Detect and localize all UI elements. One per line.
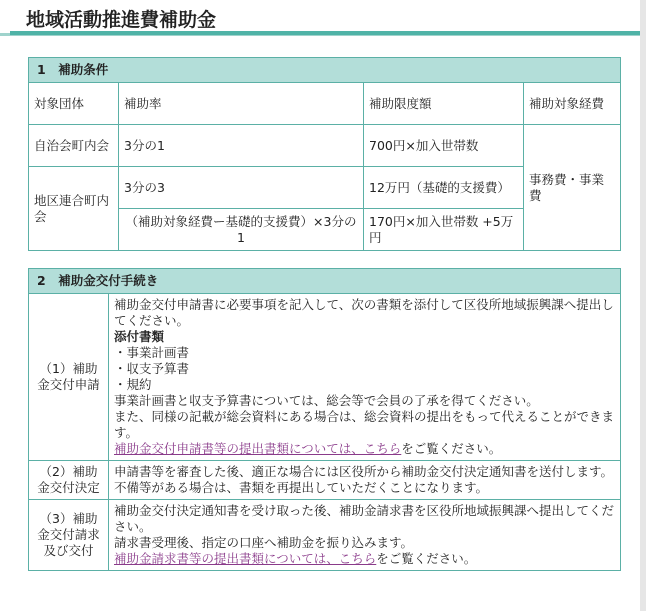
attachment-item: ・規約 [114,377,152,392]
step-link-line [114,551,615,567]
scrollbar-edge [640,0,646,611]
step-content [109,294,621,461]
conditions-heading: 1 補助条件 [29,58,621,83]
step-content [109,461,621,500]
page-title [0,0,640,36]
step-content [109,500,621,571]
step-text: また、同様の記載が総会資料にある場合は、総会資料の提出をもって代えることができます。 [114,409,615,440]
step-label: （1）補助金交付申請 [29,294,109,461]
attachment-item: ・収支予算書 [114,361,190,376]
step-text: 不備等がある場合は、書類を再提出していただくことになります。 [114,480,489,495]
conditions-table [28,57,621,251]
application-documents-link[interactable]: 補助金交付申請書等の提出書類については、こちら [114,441,402,456]
step-text: 申請書等を審査した後、適正な場合には区役所から補助金交付決定通知書を送付します。 [114,464,614,479]
procedure-heading: 2 補助金交付手続き [29,269,621,294]
page-title-text: 地域活動推進費補助金 [26,9,217,31]
procedure-table [28,268,621,571]
step-text: 請求書受理後、指定の口座へ補助金を振り込みます。 [114,535,414,550]
row-rate: （補助対象経費ー基礎的支援費）×3分の1 [119,209,364,251]
header-group: 対象団体 [29,83,119,125]
header-expense: 補助対象経費 [524,83,621,125]
step-label: （3）補助金交付請求及び交付 [29,500,109,571]
request-documents-link[interactable]: 補助金請求書等の提出書類については、こちら [114,551,377,566]
step-text: 事業計画書と収支予算書については、総会等で会員の了承を得てください。 [114,393,539,408]
row-group: 地区連合町内会 [29,167,119,251]
step-label: （2）補助金交付決定 [29,461,109,500]
header-rate: 補助率 [119,83,364,125]
row-rate: 3分の1 [119,125,364,167]
row-limit: 12万円（基礎的支援費） [364,167,524,209]
row-rate: 3分の3 [119,167,364,209]
link-suffix: をご覧ください。 [376,551,477,566]
attachment-item: ・事業計画書 [114,345,190,360]
step-link-line [114,441,615,457]
header-limit: 補助限度額 [364,83,524,125]
row-group: 自治会町内会 [29,125,119,167]
link-suffix: をご覧ください。 [401,441,502,456]
row-limit: 170円×加入世帯数 +5万円 [364,209,524,251]
title-underline [10,31,640,35]
row-limit: 700円×加入世帯数 [364,125,524,167]
row-expense: 事務費・事業費 [524,125,621,251]
attachments-title: 添付書類 [114,329,165,344]
step-text: 補助金交付申請書に必要事項を記入して、次の書類を添付して区役所地域振興課へ提出してください。 [114,297,614,328]
step-text: 補助金交付決定通知書を受け取った後、補助金請求書を区役所地域振興課へ提出してください。 [114,503,615,534]
